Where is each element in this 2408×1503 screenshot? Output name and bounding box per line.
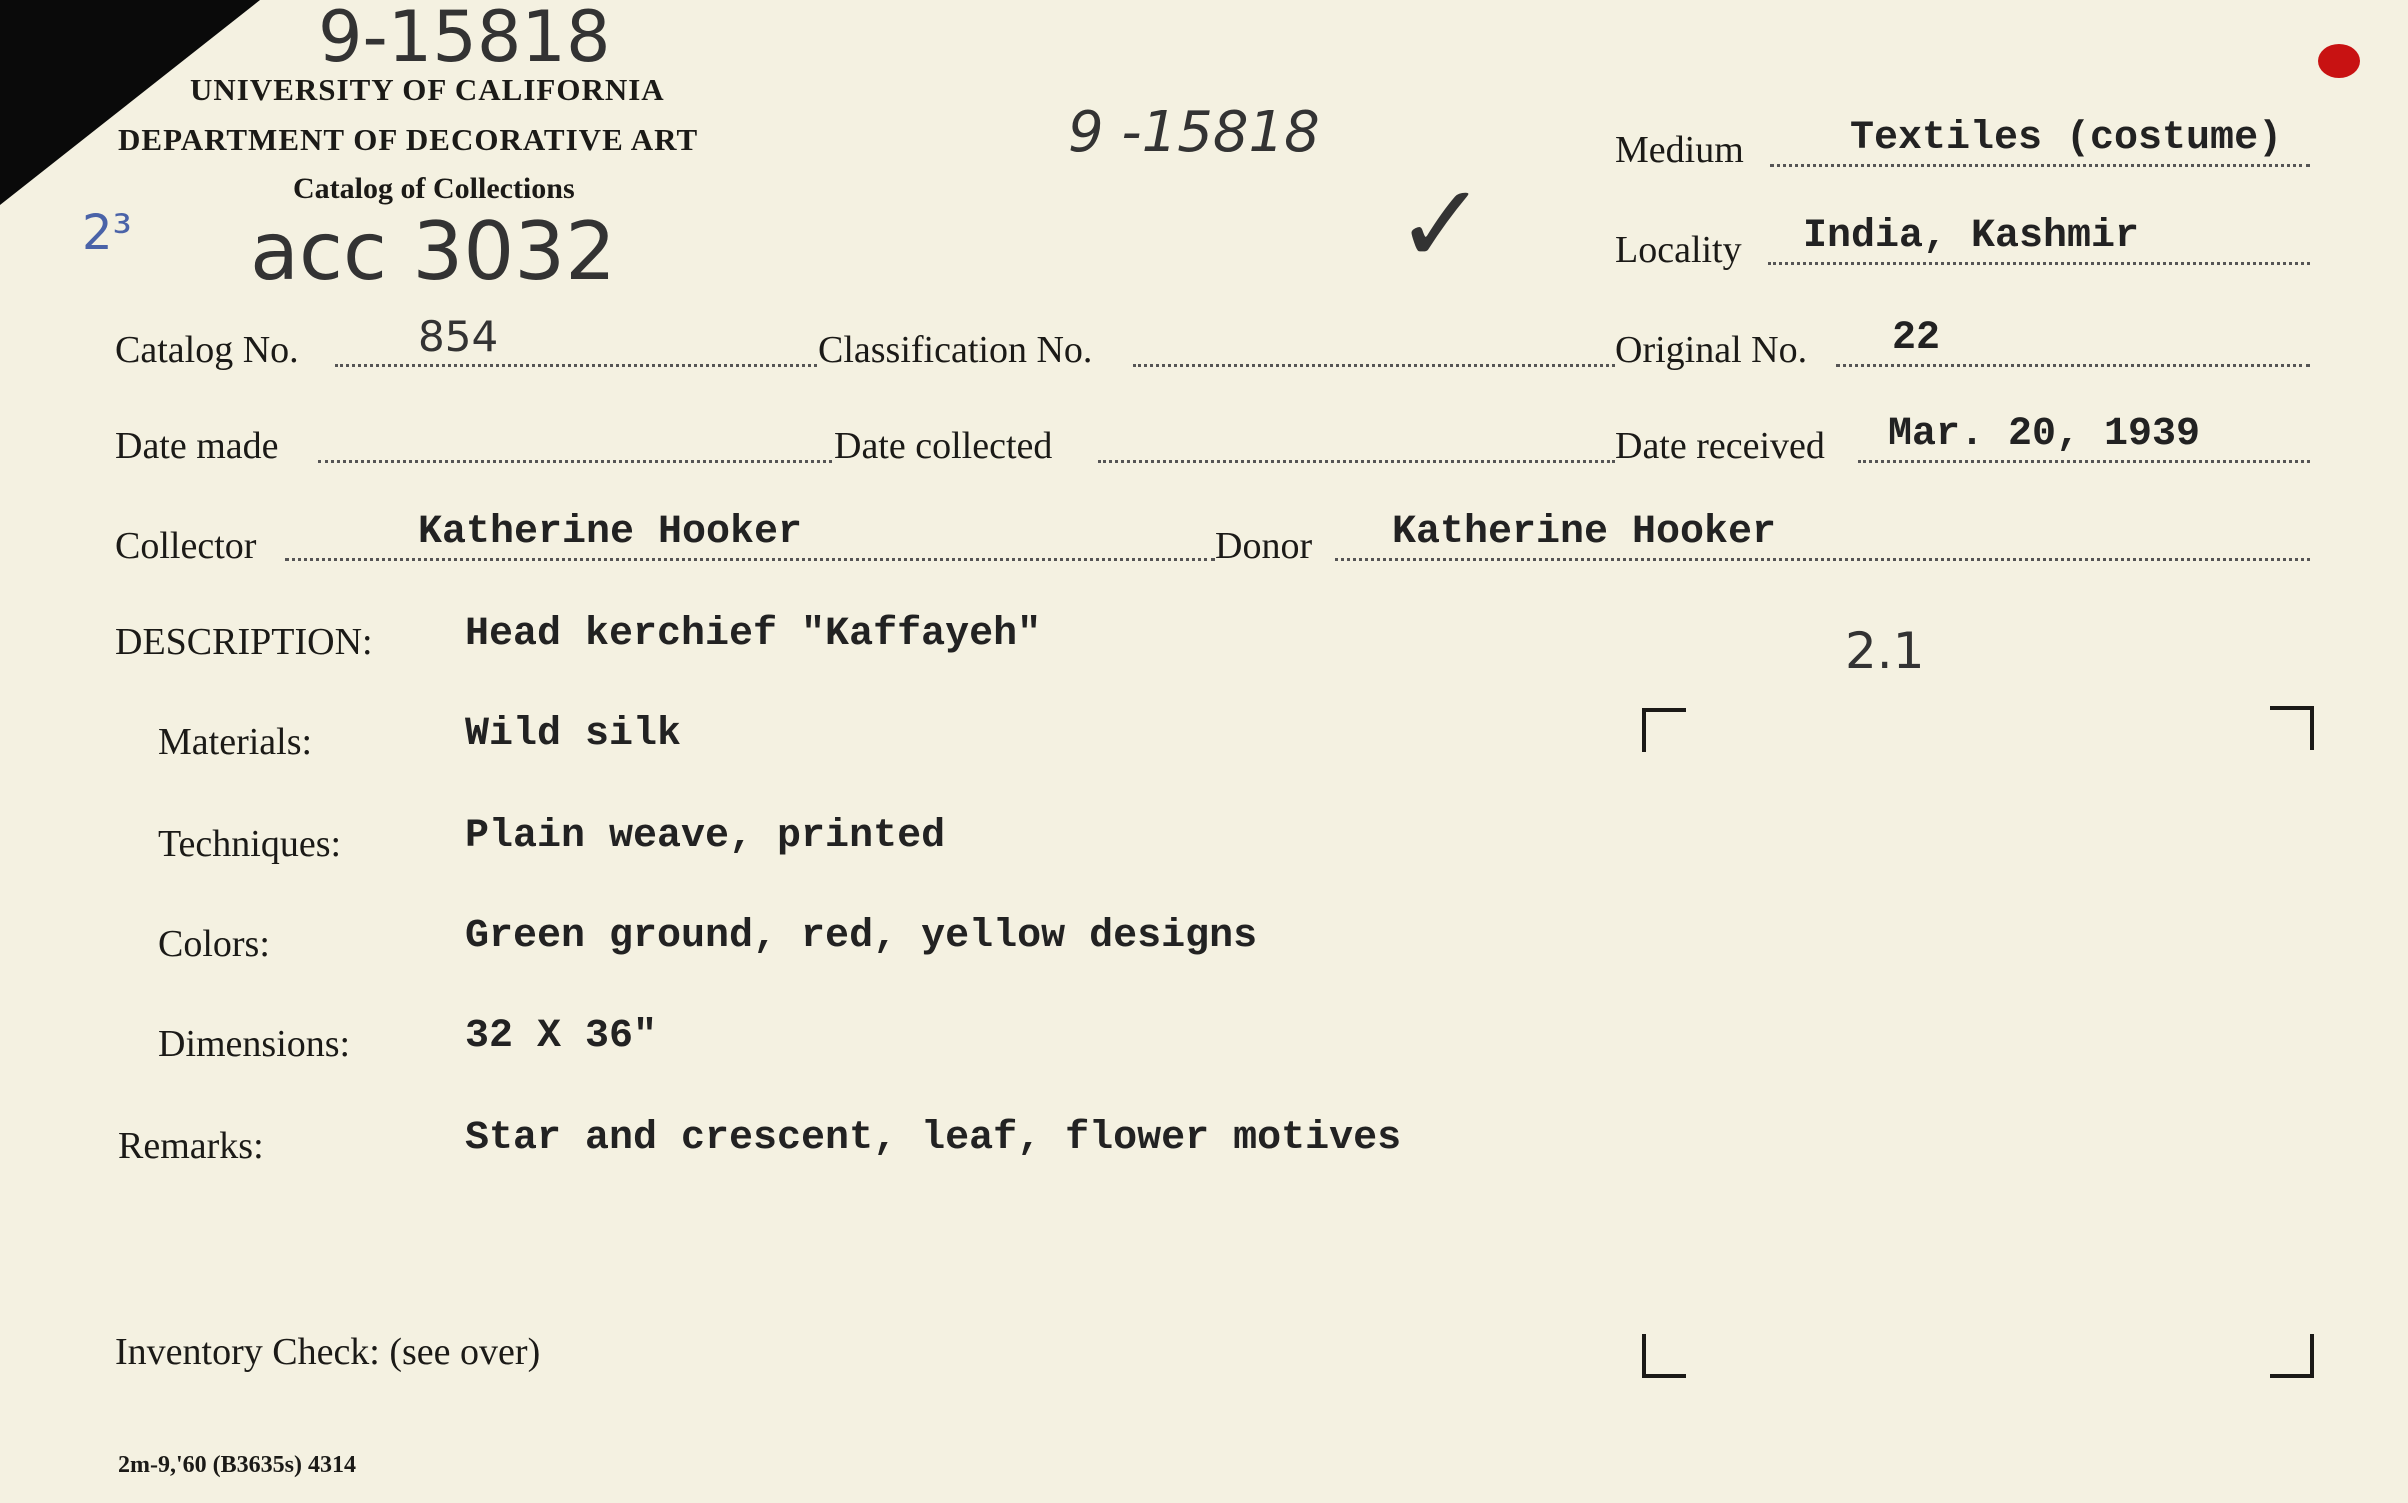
handwritten-center-number: 9 -15818 bbox=[1068, 100, 1320, 165]
date-collected-label: Date collected bbox=[834, 425, 1053, 467]
date-received-label: Date received bbox=[1615, 425, 1825, 467]
date-made-line bbox=[318, 460, 832, 463]
catalog-no-label: Catalog No. bbox=[115, 329, 299, 371]
materials-label: Materials: bbox=[158, 721, 313, 763]
date-received-value: Mar. 20, 1939 bbox=[1888, 412, 2201, 457]
checkmark: ✓ bbox=[1395, 160, 1488, 288]
remarks-value: Star and crescent, leaf, flower motives bbox=[465, 1116, 1402, 1161]
handwritten-number: 2.1 bbox=[1845, 622, 1925, 680]
medium-line bbox=[1770, 164, 2310, 167]
original-no-line bbox=[1836, 364, 2310, 367]
techniques-value: Plain weave, printed bbox=[465, 814, 946, 859]
date-made-label: Date made bbox=[115, 425, 279, 467]
date-collected-line bbox=[1098, 460, 1615, 463]
print-code: 2m-9,'60 (B3635s) 4314 bbox=[118, 1452, 356, 1478]
red-mark bbox=[2318, 44, 2360, 78]
classification-no-label: Classification No. bbox=[818, 329, 1093, 371]
colors-value: Green ground, red, yellow designs bbox=[465, 914, 1258, 959]
description-label: DESCRIPTION: bbox=[115, 621, 373, 663]
donor-value: Katherine Hooker bbox=[1392, 510, 1777, 555]
university-name: UNIVERSITY OF CALIFORNIA bbox=[190, 72, 665, 107]
donor-label: Donor bbox=[1215, 525, 1313, 567]
handwritten-superscript: 2³ bbox=[82, 205, 132, 261]
dimensions-label: Dimensions: bbox=[158, 1023, 351, 1065]
inventory-check: Inventory Check: (see over) bbox=[115, 1331, 541, 1373]
classification-no-line bbox=[1133, 364, 1615, 367]
materials-value: Wild silk bbox=[465, 712, 682, 757]
collector-line bbox=[285, 558, 1215, 561]
catalog-title: Catalog of Collections bbox=[293, 172, 575, 205]
original-no-value: 22 bbox=[1892, 316, 1941, 361]
catalog-no-line bbox=[335, 364, 817, 367]
photo-bracket-bottom-left bbox=[1642, 1334, 1686, 1378]
department-name: DEPARTMENT OF DECORATIVE ART bbox=[118, 122, 699, 157]
donor-line bbox=[1335, 558, 2310, 561]
collector-value: Katherine Hooker bbox=[418, 510, 803, 555]
colors-label: Colors: bbox=[158, 923, 270, 965]
description-value: Head kerchief "Kaffayeh" bbox=[465, 612, 1042, 657]
handwritten-top-number: 9-15818 bbox=[318, 0, 611, 78]
locality-line bbox=[1768, 262, 2310, 265]
photo-bracket-top-right bbox=[2270, 706, 2314, 750]
medium-value: Textiles (costume) bbox=[1850, 116, 2283, 161]
handwritten-acc-number: acc 3032 bbox=[250, 205, 617, 298]
original-no-label: Original No. bbox=[1615, 329, 1808, 371]
locality-label: Locality bbox=[1615, 229, 1742, 271]
dimensions-value: 32 X 36" bbox=[465, 1014, 658, 1059]
remarks-label: Remarks: bbox=[118, 1125, 264, 1167]
medium-label: Medium bbox=[1615, 129, 1744, 171]
date-received-line bbox=[1858, 460, 2310, 463]
photo-bracket-top-left bbox=[1642, 708, 1686, 752]
catalog-no-value: 854 bbox=[418, 312, 499, 361]
collector-label: Collector bbox=[115, 525, 257, 567]
techniques-label: Techniques: bbox=[158, 823, 342, 865]
photo-bracket-bottom-right bbox=[2270, 1334, 2314, 1378]
locality-value: India, Kashmir bbox=[1803, 214, 2140, 259]
